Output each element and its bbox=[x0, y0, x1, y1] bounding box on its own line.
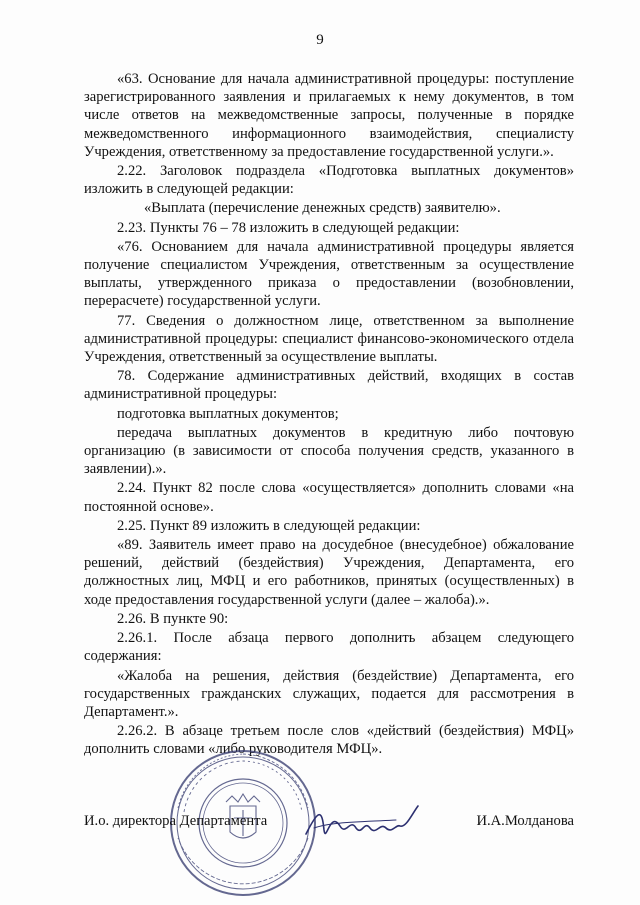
paragraph-2-24: 2.24. Пункт 82 после слова «осуществляется» дополнить словами «на постоянной основе». bbox=[84, 480, 574, 515]
paragraph-quote-title: «Выплата (перечисление денежных средств) заявителю». bbox=[144, 200, 501, 217]
paragraph-78-item-1: подготовка выплатных документов; bbox=[117, 405, 339, 422]
paragraph-78-item-2: передача выплатных документов в кредитную либо почтовую организацию (в зависимости от способа получения средств, указанного в заявлении).». bbox=[84, 424, 574, 478]
paragraph-2-26: 2.26. В пункте 90: bbox=[117, 610, 229, 627]
paragraph-2-22: 2.22. Заголовок подраздела «Подготовка выплатных документов» изложить в следующей редакции: bbox=[84, 163, 574, 198]
paragraph-76: «76. Основанием для начала административной процедуры является получение специалистом Учреждения, ответственным за осуществление выплаты, утвержденного приказа о предоставлении (возобновлении, перерасчете) государственной услуги. bbox=[84, 238, 574, 310]
paragraph-2-26-2: 2.26.2. В абзаце третьем после слов «действий (бездействия) МФЦ» дополнить словами «либо руководителя МФЦ». bbox=[84, 723, 574, 758]
document-body bbox=[84, 70, 574, 760]
handwritten-signature bbox=[300, 800, 430, 848]
paragraph-63: «63. Основание для начала административной процедуры: поступление зарегистрированного заявления и прилагаемых к нему документов, в том числе ответов на межведомственные запросы, полученные в порядке межведомственного информационного взаимодействия, специалисту Учреждения, ответственному за предоставление государственной услуги.». bbox=[84, 71, 574, 160]
page-number: 9 bbox=[316, 32, 324, 48]
paragraph-89: «89. Заявитель имеет право на досудебное (внесудебное) обжалование решений, действий (бездействия) Учреждения, Департамента, его должностных лиц, МФЦ и его работников, принятых (осуществленных) в ходе предоставления государственной услуги (далее – жалоба).». bbox=[84, 537, 574, 608]
paragraph-complaint: «Жалоба на решения, действия (бездействие) Департамента, его государственных гражданских служащих, подается для рассмотрения в Департамент.». bbox=[84, 667, 574, 720]
paragraph-2-26-1: 2.26.1. После абзаца первого дополнить абзацем следующего содержания: bbox=[84, 630, 574, 665]
signatory-position: И.о. директора Департамента bbox=[84, 813, 268, 829]
paragraph-2-23: 2.23. Пункты 76 – 78 изложить в следующей редакции: bbox=[117, 219, 460, 236]
paragraph-78: 78. Содержание административных действий, входящих в состав административной процедуры: bbox=[84, 368, 574, 403]
signatory-name: И.А.Молданова bbox=[476, 813, 574, 829]
paragraph-77: 77. Сведения о должностном лице, ответственном за выполнение административной процедуры: специалист финансово-экономического отдела Учреждения, ответственный за осуществление выплаты. bbox=[84, 312, 574, 366]
paragraph-2-25: 2.25. Пункт 89 изложить в следующей редакции: bbox=[117, 517, 421, 534]
